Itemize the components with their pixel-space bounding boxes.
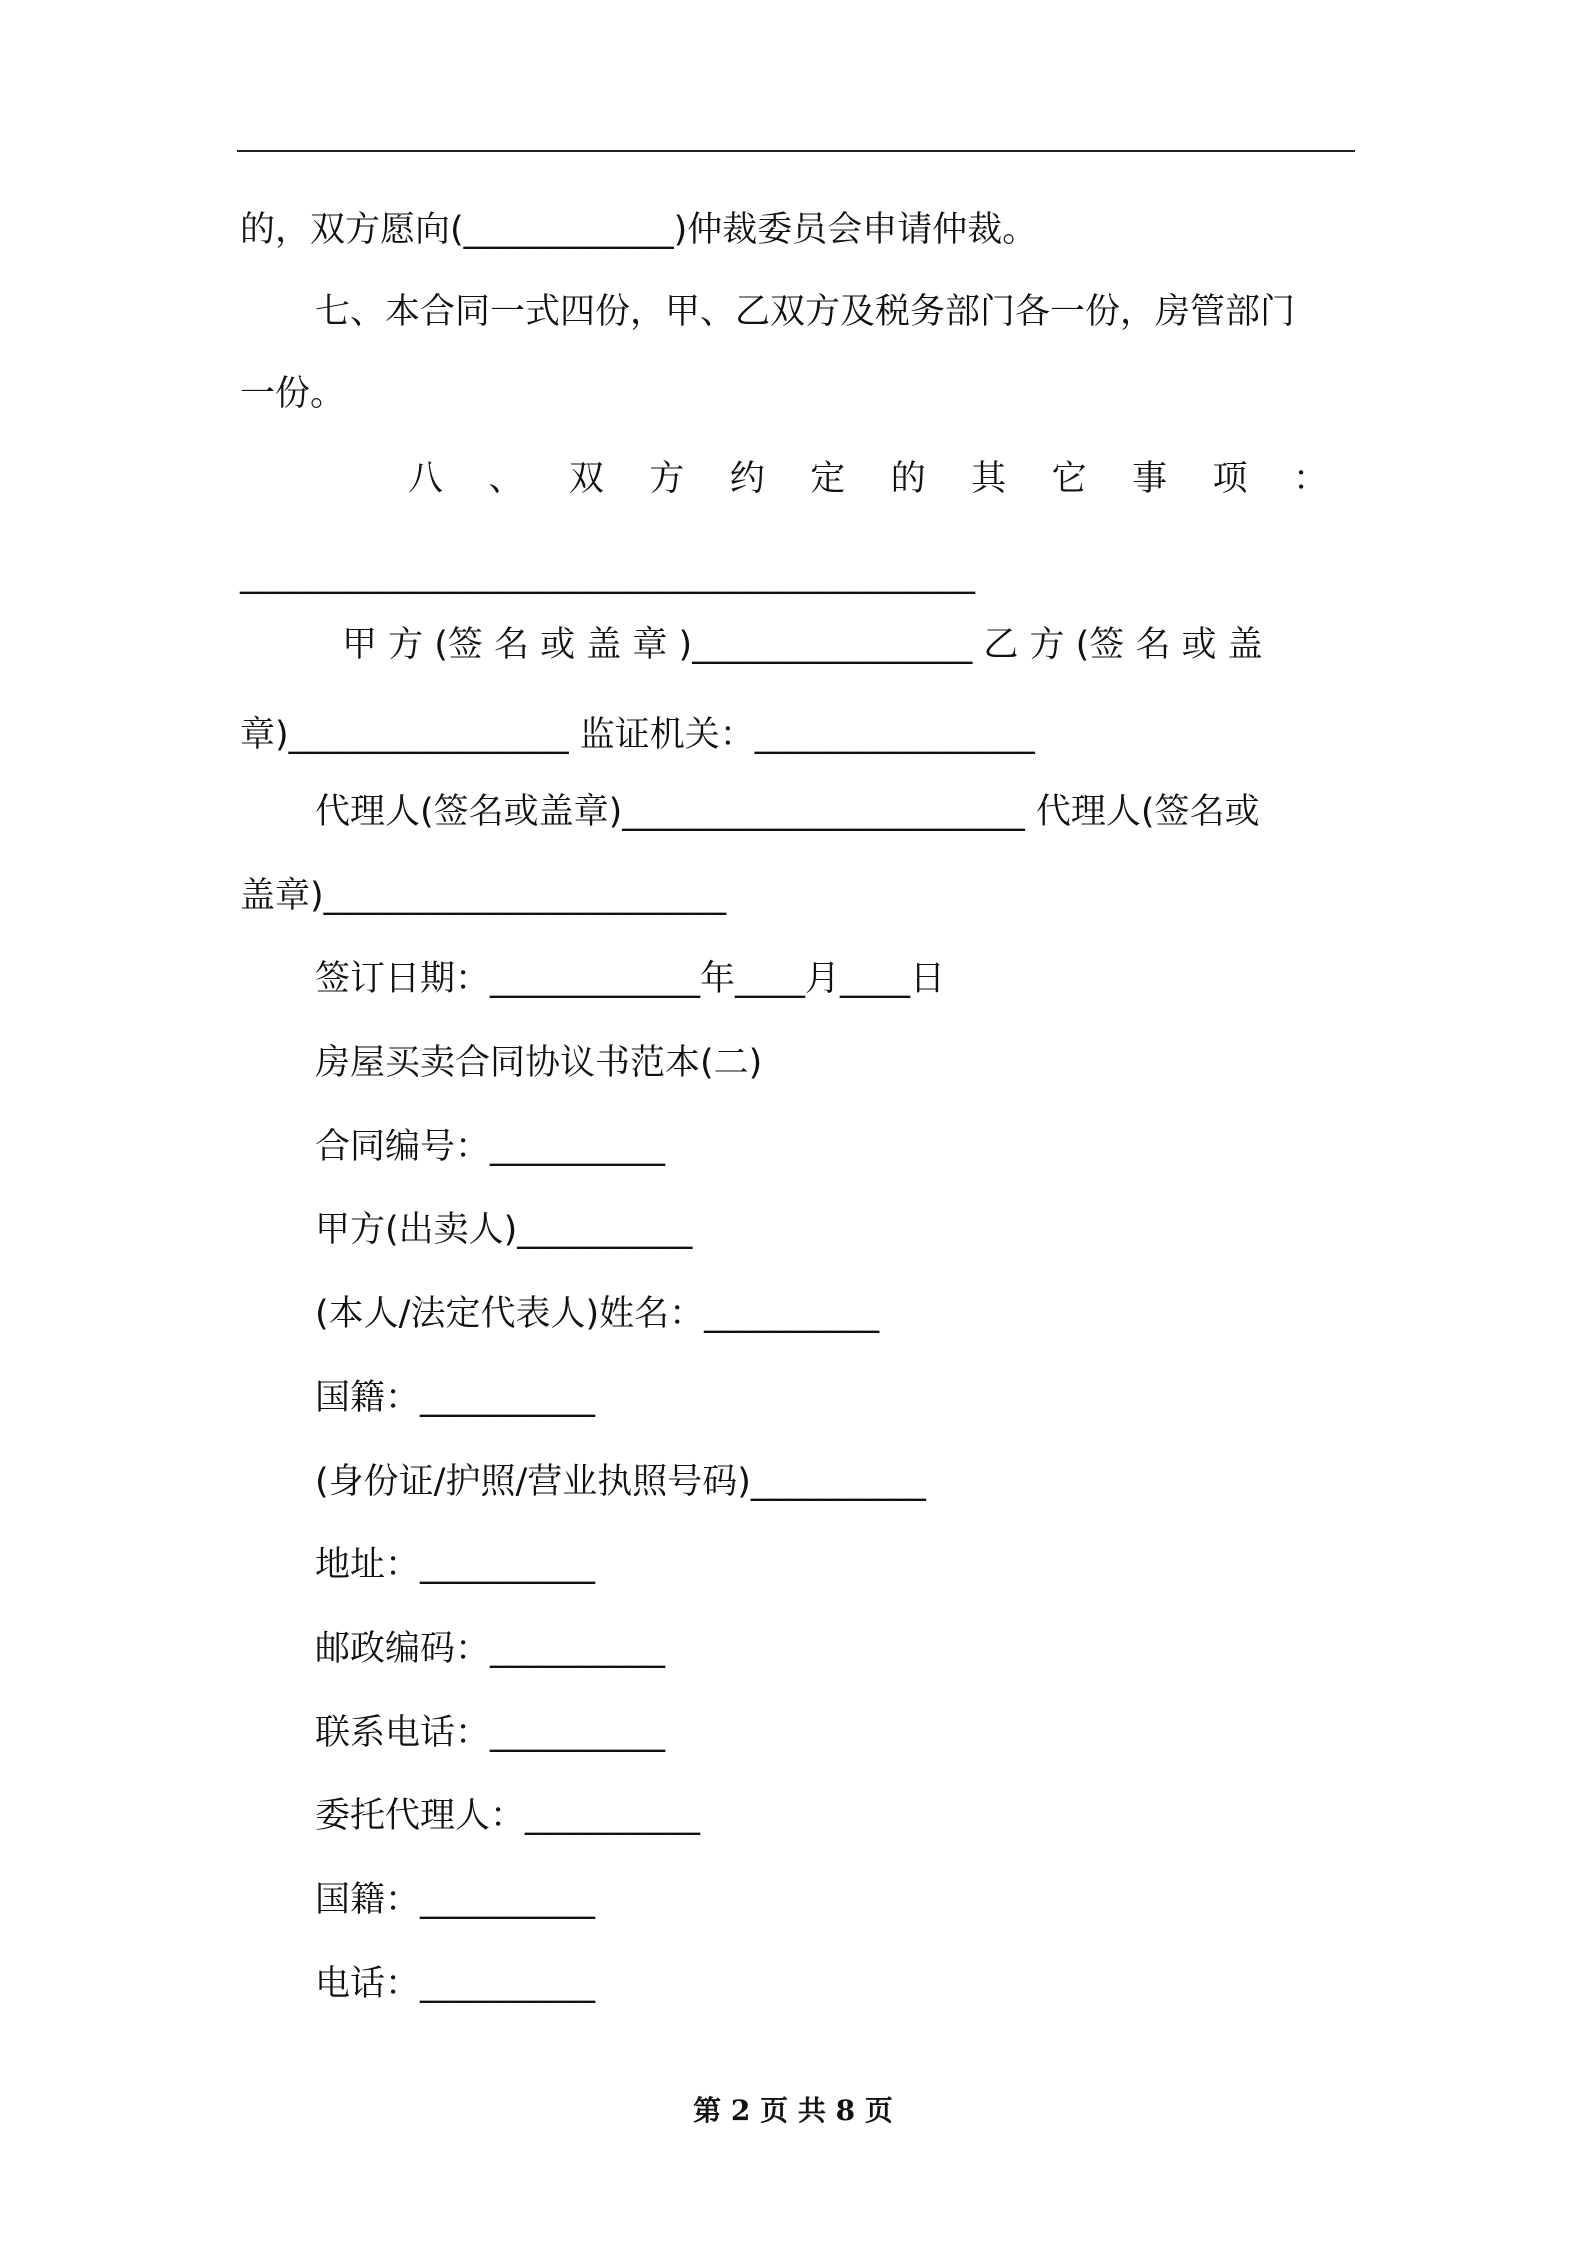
spaced-char: ： [1292, 459, 1328, 499]
page-indicator: 第 2 页 共 8 页 [693, 2094, 893, 2127]
field-name: (本人/法定代表人)姓名：__________ [315, 1294, 880, 1334]
spaced-char: 八 [408, 459, 444, 499]
text-line-copies: 七、本合同一式四份，甲、乙双方及税务部门各一份，房管部门 [315, 292, 1296, 332]
header-rule [237, 150, 1355, 152]
text-line-agent-signature: 代理人(签名或盖章)_______________________ 代理人(签名或 [315, 792, 1260, 832]
field-id-number: (身份证/护照/营业执照号码)__________ [315, 1462, 926, 1502]
field-contract-number: 合同编号：__________ [315, 1127, 666, 1167]
text-line-agent-signature-cont: 盖章)_______________________ [240, 876, 727, 916]
text-line-arbitration: 的，双方愿向(____________)仲裁委员会申请仲裁。 [240, 210, 1038, 250]
text-line-signature-a: 甲 方 (签 名 或 盖 章 )________________ 乙 方 (签 名 或 盖 [342, 625, 1263, 665]
spaced-char: 其 [971, 459, 1007, 499]
field-phone: 联系电话：__________ [315, 1713, 666, 1753]
field-postal-code: 邮政编码：__________ [315, 1629, 666, 1669]
field-party-a: 甲方(出卖人)__________ [315, 1210, 693, 1250]
text-line-copies-cont: 一份。 [240, 374, 346, 414]
spaced-char: 双 [568, 459, 604, 499]
text-line-signature-cont: 章)________________ 监证机关：________________ [240, 715, 1035, 755]
text-line-sign-date: 签订日期：____________年____月____日 [315, 959, 946, 999]
text-line-other-matters [408, 457, 1328, 501]
section-title: 房屋买卖合同协议书范本(二) [315, 1043, 763, 1083]
spaced-char: 的 [890, 459, 926, 499]
spaced-char: 项 [1212, 459, 1248, 499]
spaced-char: 它 [1051, 459, 1087, 499]
spaced-char: 约 [729, 459, 765, 499]
spaced-char: 事 [1132, 459, 1168, 499]
field-address: 地址：__________ [315, 1545, 596, 1585]
blank-line: __________________________________________ [240, 555, 975, 595]
spaced-char: 方 [649, 459, 685, 499]
field-agent-nationality: 国籍：__________ [315, 1880, 596, 1920]
field-agent: 委托代理人：__________ [315, 1796, 701, 1836]
spaced-char: 、 [488, 459, 524, 499]
field-agent-phone: 电话：__________ [315, 1964, 596, 2004]
spaced-char: 定 [810, 459, 846, 499]
field-nationality: 国籍：__________ [315, 1378, 596, 1418]
